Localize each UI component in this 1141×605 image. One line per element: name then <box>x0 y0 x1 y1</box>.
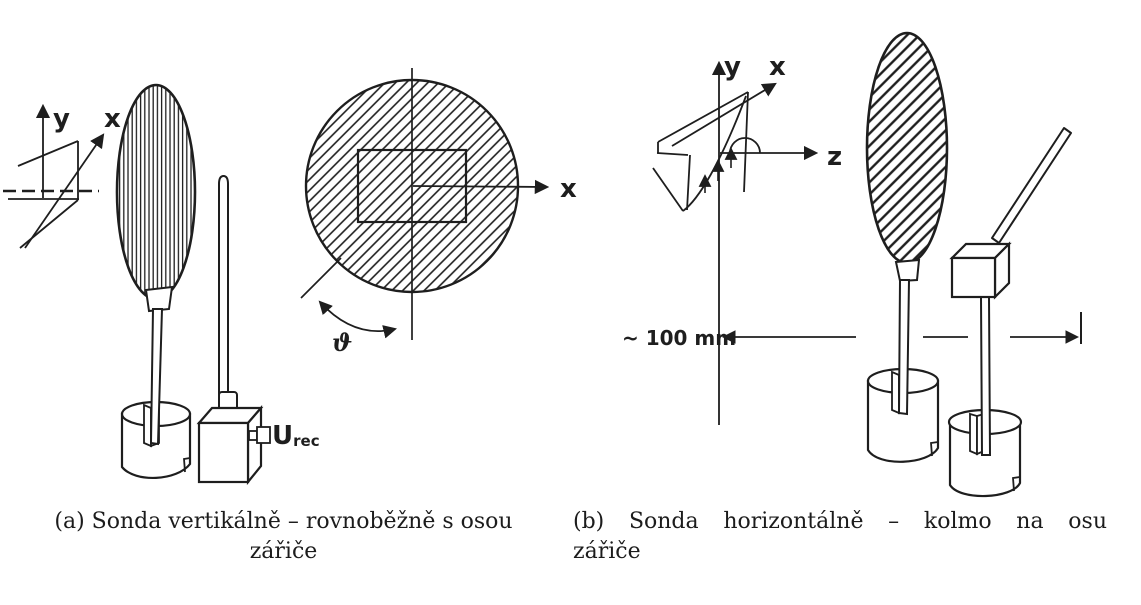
connector-stub <box>249 431 257 440</box>
cylinder-stand-b-left <box>868 280 938 462</box>
x-axis-front <box>413 186 547 187</box>
theta-label: ϑ <box>332 328 353 357</box>
u-rec-base: U <box>272 421 294 451</box>
radiator-ellipse-b <box>867 33 947 263</box>
rotation-front-view <box>301 68 577 357</box>
dimension-label: ~ 100 mm <box>622 326 737 350</box>
panel-a-drawing <box>0 0 620 505</box>
cylinder-stand-b-right <box>949 297 1021 496</box>
panel-b-drawing <box>620 0 1141 505</box>
z-axis-label-b: z <box>827 142 843 172</box>
radiator-disc-b <box>867 33 947 281</box>
disc-mount-connector <box>146 287 172 311</box>
box-support-rod <box>981 297 990 455</box>
disc-mount-connector-b <box>896 260 919 281</box>
caption-b-line2: zářiče <box>573 539 641 564</box>
radiator-disc-side <box>117 85 195 311</box>
caption-a <box>35 507 532 567</box>
rotation-reference-line <box>301 258 341 298</box>
x-axis-front-label: x <box>560 174 577 204</box>
cylinder-slot-front-left <box>892 372 899 413</box>
caption-a-line2: zářiče <box>249 539 318 564</box>
theta-arc-arrow <box>320 302 395 331</box>
cylinder-slot-front-right <box>970 414 977 454</box>
probe-assembly-b <box>952 128 1071 297</box>
cylinder-stand-a <box>122 309 190 478</box>
y-axis-label-a: y <box>53 104 70 134</box>
box-side-face <box>248 408 261 482</box>
u-rec-label <box>272 421 320 451</box>
x-axis-b <box>672 84 775 146</box>
coordinate-inset-a <box>3 104 121 248</box>
u-rec-subscript: rec <box>293 432 320 450</box>
probe-rod-vertical <box>219 176 228 400</box>
caption-a-line1: (a) Sonda vertikálně – rovnoběžně s osou <box>54 509 513 534</box>
disc-support-rod-b <box>899 280 909 414</box>
caption-b <box>573 507 1107 567</box>
connector-plug <box>257 427 270 443</box>
dimension-annotation <box>622 312 1081 350</box>
field-distribution-sketch <box>653 92 760 211</box>
caption-b-line1: (b) Sonda horizontálně – kolmo na osu <box>573 509 1107 534</box>
x-axis-label-b: x <box>769 52 786 82</box>
coordinate-axes-b <box>672 52 842 425</box>
probe-rod-tilted <box>992 128 1071 243</box>
radiator-ellipse <box>117 85 195 299</box>
box-front-face-b <box>952 258 995 297</box>
cylinder-slot-front <box>144 405 151 446</box>
y-axis-label-b: y <box>724 52 741 82</box>
box-front-face <box>199 423 248 482</box>
x-axis-label-a: x <box>104 104 121 134</box>
receiver-box-a <box>199 392 320 482</box>
